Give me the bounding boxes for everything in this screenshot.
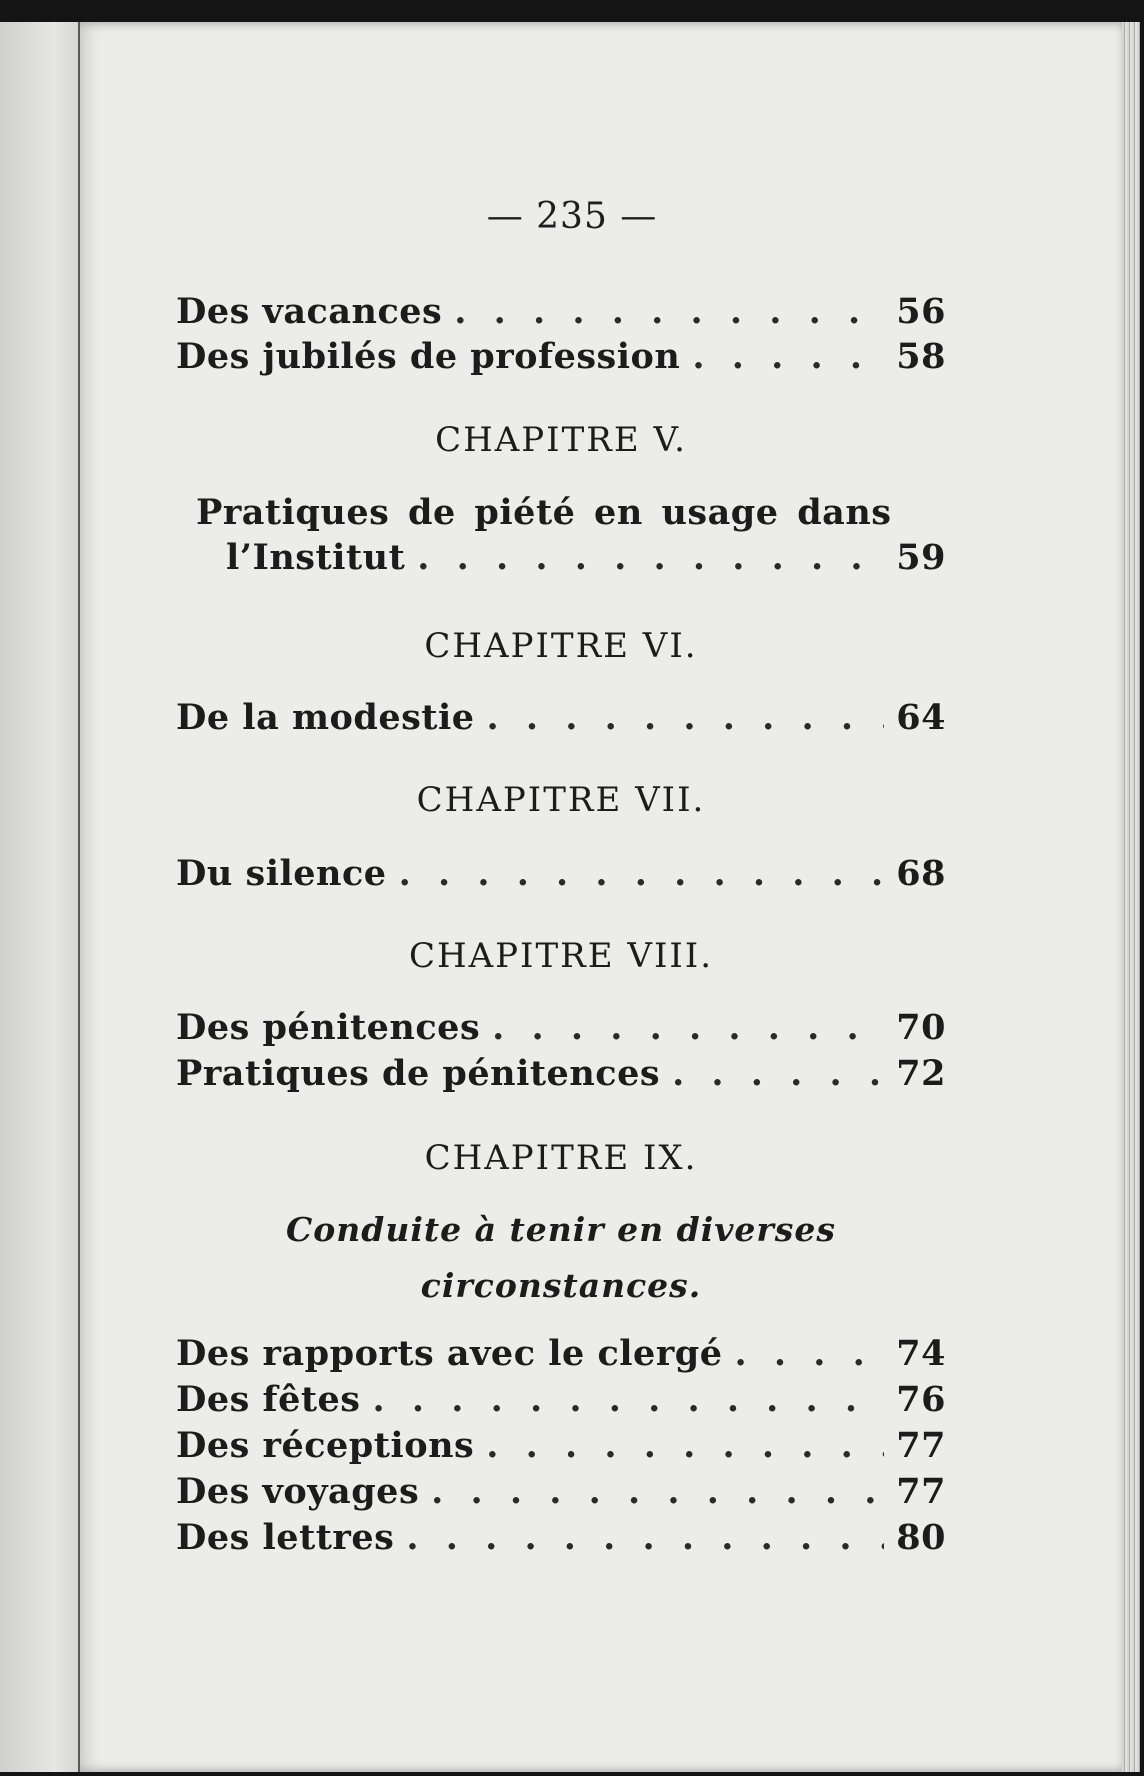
toc-entry bbox=[226, 536, 946, 580]
dot-leader bbox=[486, 1424, 884, 1468]
toc-entry-page: 76 bbox=[896, 1379, 946, 1420]
chapter-heading: CHAPITRE IX. bbox=[424, 1138, 698, 1178]
chapter-heading: CHAPITRE VIII. bbox=[408, 936, 714, 976]
toc-entry-title: Des lettres bbox=[176, 1517, 395, 1558]
page-number: — 235 — bbox=[486, 196, 658, 237]
dot-leader bbox=[487, 696, 885, 740]
dot-leader bbox=[406, 1516, 884, 1560]
toc-entry bbox=[176, 290, 946, 334]
toc-entry-title: De la modestie bbox=[176, 697, 475, 738]
toc-entry bbox=[176, 696, 946, 740]
toc-entry-title: Des vacances bbox=[176, 291, 443, 332]
toc-entry bbox=[176, 1516, 946, 1560]
dot-leader bbox=[372, 1378, 884, 1422]
toc-entry-page: 56 bbox=[896, 291, 946, 332]
toc-entry-title: l’Institut bbox=[226, 537, 406, 578]
toc-entry-title: Des réceptions bbox=[176, 1425, 475, 1466]
toc-entry-page: 59 bbox=[896, 537, 946, 578]
dot-leader bbox=[692, 335, 884, 379]
toc-entry-title: Des voyages bbox=[176, 1471, 420, 1512]
dot-leader bbox=[431, 1470, 884, 1514]
toc-entry-page: 72 bbox=[896, 1053, 946, 1094]
toc-entry-page: 64 bbox=[896, 697, 946, 738]
toc-entry bbox=[176, 1332, 946, 1376]
book-spine bbox=[0, 22, 80, 1772]
toc-entry-page: 80 bbox=[896, 1517, 946, 1558]
toc-entry-title: Des rapports avec le clergé bbox=[176, 1333, 723, 1374]
toc-entry-page: 58 bbox=[896, 336, 946, 377]
toc-entry-page: 68 bbox=[896, 853, 946, 894]
toc-entry-title: Des pénitences bbox=[176, 1007, 481, 1048]
dot-leader bbox=[735, 1332, 885, 1376]
dot-leader bbox=[492, 1006, 884, 1050]
toc-entry bbox=[176, 1470, 946, 1514]
chapter-heading: CHAPITRE VI. bbox=[424, 626, 698, 666]
toc-entry-page: 70 bbox=[896, 1007, 946, 1048]
toc-entry bbox=[176, 1006, 946, 1050]
chapter-heading: CHAPITRE VII. bbox=[416, 780, 706, 820]
dot-leader bbox=[672, 1052, 884, 1096]
chapter-heading: CHAPITRE V. bbox=[435, 420, 687, 460]
toc-entry-title-line1: Pratiques de piété en usage dans bbox=[196, 492, 892, 533]
chapter-subheading-line2: circonstances. bbox=[420, 1266, 702, 1305]
toc-entry-page: 77 bbox=[896, 1425, 946, 1466]
page-edges bbox=[1122, 22, 1140, 1772]
toc-entry-page: 74 bbox=[896, 1333, 946, 1374]
chapter-subheading-line1: Conduite à tenir en diverses bbox=[286, 1210, 836, 1249]
toc-entry bbox=[176, 1424, 946, 1468]
toc-entry-title: Des jubilés de profession bbox=[176, 336, 681, 377]
toc-entry bbox=[176, 1378, 946, 1422]
toc-entry-title: Pratiques de pénitences bbox=[176, 1053, 661, 1094]
dot-leader bbox=[454, 290, 884, 334]
toc-entry-title: Des fêtes bbox=[176, 1379, 361, 1420]
dot-leader bbox=[417, 536, 884, 580]
toc-entry-title: Du silence bbox=[176, 853, 387, 894]
toc-entry bbox=[176, 1052, 946, 1096]
toc-entry-page: 77 bbox=[896, 1471, 946, 1512]
toc-entry bbox=[176, 335, 946, 379]
toc-entry bbox=[176, 852, 946, 896]
dot-leader bbox=[399, 852, 885, 896]
